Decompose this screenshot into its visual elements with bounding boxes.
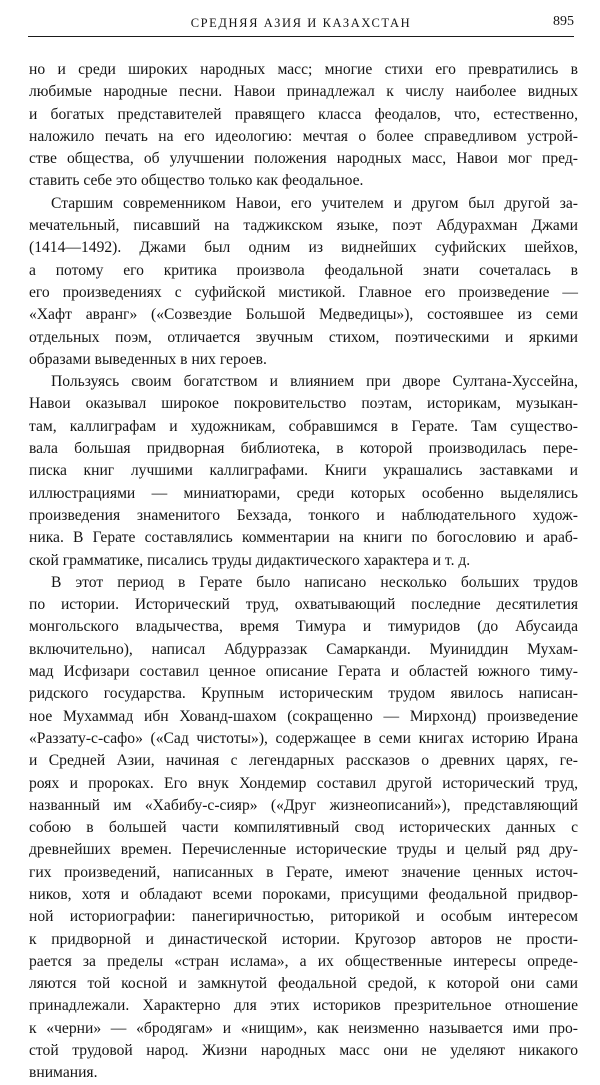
text-line: но и среди широких народных масс; многие стихи его превратились в xyxy=(29,61,578,78)
text-line: стве общества, об улучшении положения народных масс, Навои мог пред- xyxy=(29,150,578,168)
text-line: Пользуясь своим богатством и влиянием при дворе Султана-Хуссейна, xyxy=(51,373,578,391)
text-line: мечательный, писавший на таджикском языке, поэт Абдурахман Джами xyxy=(29,217,578,235)
text-line: древнейших времен. Перечисленные исторические труды и целый ряд дру- xyxy=(29,841,578,859)
text-line: произведения знаменитого Бехзада, тонкого и наблюдательного худож- xyxy=(29,506,578,524)
text-line: Навои оказывал широкое покровительство поэтам, историкам, музыкан- xyxy=(29,395,578,413)
text-line: ляются той косной и замкнутой феодальной средой, к которой они сами xyxy=(29,975,578,993)
paragraph xyxy=(29,572,578,1085)
paragraph xyxy=(29,371,578,572)
text-line: и богатых представителей правящего класса феодалов, что, естественно, xyxy=(29,105,578,123)
text-line: к придворной и династической истории. Кругозор авторов не прости- xyxy=(29,930,578,948)
text-line: ной историографии: панегиричностью, риторикой и особым интересом xyxy=(29,908,578,926)
paragraph xyxy=(29,193,578,371)
text-line: иллюстрациями — миниатюрами, среди которых особенно выделялись xyxy=(29,484,578,502)
text-line: его произведениях с суфийской мистикой. Главное его произведение — xyxy=(29,283,578,301)
paragraph xyxy=(29,59,578,193)
text-line: там, каллиграфам и художникам, собравшимся в Герате. Там существо- xyxy=(29,417,578,435)
text-line: любимые народные песни. Навои принадлежал к числу наиболее видных xyxy=(29,83,578,101)
text-line: ридского государства. Крупным историческим трудом явилось написан- xyxy=(29,685,578,703)
text-line: стой трудовой народ. Жизни народных масс они не уделяют никакого xyxy=(29,1042,578,1060)
text-line: «Хафт авранг» («Созвездие Большой Медведицы»), состоявшее из семи xyxy=(29,306,578,324)
text-line: названный им «Хабибу-с-сияр» («Друг жизнеописаний»), представляющий xyxy=(29,796,578,814)
text-line: собою в большей части компилятивный свод исторических данных с xyxy=(29,819,578,837)
text-line: ставить себе это общество только как феодальное. xyxy=(29,172,364,190)
text-line: (1414—1492). Джами был одним из виднейших суфийских шейхов, xyxy=(29,239,578,257)
text-line: ников, хотя и обладают всеми пороками, присущими феодальной придвор- xyxy=(29,885,578,903)
text-line: принадлежали. Характерно для этих историков презрительное отношение xyxy=(29,997,578,1015)
text-line: роях и пророках. Его внук Хондемир составил другой исторический труд, xyxy=(29,774,578,792)
text-line: В этот период в Герате было написано несколько больших трудов xyxy=(51,573,578,591)
running-title: СРЕДНЯЯ АЗИЯ И КАЗАХСТАН xyxy=(190,16,412,30)
text-line: ника. В Герате составлялись комментарии на книги по богословию и араб- xyxy=(29,529,578,547)
text-line: наложило печать на его идеологию: мечтая о более справедливом устрой- xyxy=(29,127,578,145)
text-line: ской грамматике, писались труды дидактического характера и т. д. xyxy=(29,551,471,569)
text-line: Старшим современником Навои, его учителем и другом был другой за- xyxy=(51,194,578,212)
page-number: 895 xyxy=(553,14,574,29)
text-line: образами выведенных в них героев. xyxy=(29,350,267,368)
text-line: включительно), написал Абдурраззак Самарканди. Муиниддин Мухам- xyxy=(29,640,578,658)
text-line: вала большая придворная библиотека, в которой производилась пере- xyxy=(29,440,578,458)
text-line: а потому его критика произвола феодальной знати сочеталась в xyxy=(29,261,578,279)
running-header xyxy=(28,14,574,37)
text-line: отдельных поэм, отличается звучным стихом, поэтическими и яркими xyxy=(29,328,578,346)
text-line: по истории. Исторический труд, охватывающий последние десятилетия xyxy=(29,596,578,614)
text-line: гих произведений, написанных в Герате, имеют значение ценных источ- xyxy=(29,863,578,881)
text-line: и Средней Азии, начиная с легендарных рассказов о древних царях, ге- xyxy=(29,752,578,770)
text-line: мад Исфизари составил ценное описание Герата и областей южного тиму- xyxy=(29,663,578,681)
text-line: писка книг лучшими каллиграфами. Книги украшались заставками и xyxy=(29,462,578,480)
text-line: к «черни» — «бродягам» и «нищим», как неизменно называется ими про- xyxy=(29,1019,578,1037)
text-line: рается за пределы «стран ислама», а их общественные интересы опреде- xyxy=(29,952,578,970)
text-line: ное Мухаммад ибн Хованд-шахом (сокращенно — Мирхонд) произведение xyxy=(29,707,578,725)
text-line: монгольского владычества, время Тимура и тимуридов (до Абусаида xyxy=(29,618,578,636)
body-text xyxy=(29,59,578,1085)
text-line: «Раззату-с-сафо» («Сад чистоты»), содержащее в семи книгах историю Ирана xyxy=(29,729,578,747)
text-line: внимания. xyxy=(29,1064,98,1082)
